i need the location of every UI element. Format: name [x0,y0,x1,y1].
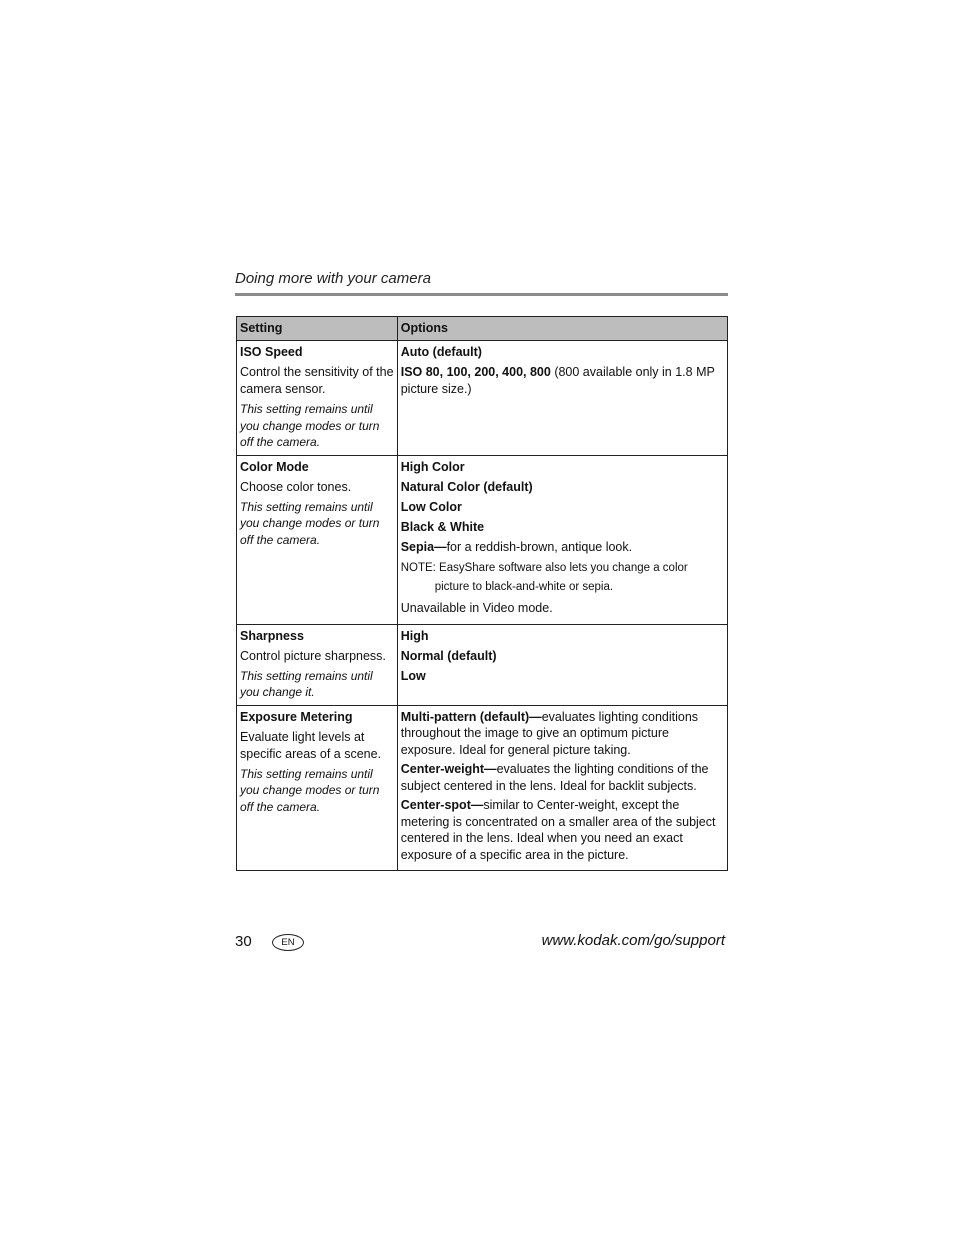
option-item: Black & White [400,519,485,534]
setting-cell [237,624,398,705]
options-cell [397,341,727,456]
page-number: 30 [235,933,252,950]
option-item: Normal (default) [400,648,497,663]
setting-note: This setting remains until you change modes or turn off the camera. [240,402,380,449]
setting-cell [237,705,398,871]
option-item: High Color [400,459,465,474]
setting-cell [237,341,398,456]
setting-description: Evaluate light levels at specific areas of a scene. [240,729,382,761]
table-row [237,455,728,624]
setting-note: This setting remains until you change modes or turn off the camera. [240,766,380,814]
options-cell [397,455,727,624]
option-item: Sepia—for a reddish-brown, antique look. [400,539,633,554]
option-item: Multi-pattern (default)—evaluates lighting conditions throughout the image to give an optimum picture exposure. Ideal for general picture taking. [400,709,699,757]
section-title: Doing more with your camera [235,270,431,287]
setting-note: This setting remains until you change modes or turn off the camera. [240,499,380,547]
table-row [237,705,728,871]
option-item: Natural Color (default) [400,479,533,494]
setting-description: Control the sensitivity of the camera sensor. [240,365,394,396]
table-header-row [237,317,728,341]
page-header [235,270,728,296]
table-row [237,341,728,456]
option-item: Low Color [400,499,462,514]
option-item: Center-weight—evaluates the lighting conditions of the subject centered in the lens. Ideal for backlit subjects. [400,762,709,793]
option-item: Center-spot—similar to Center-weight, except the metering is concentrated on a smaller area of the subject centered in the lens. Ideal when you need an exact exposure of a specific area in the picture. [400,798,716,862]
header-rule [235,293,728,296]
option-item: High [400,628,429,643]
table-row [237,624,728,705]
column-header-setting: Setting [237,317,398,341]
option-extra: Unavailable in Video mode. [400,600,553,615]
language-badge: EN [272,934,304,951]
option-item: Low [400,668,426,683]
setting-name: Sharpness [240,628,304,643]
setting-description: Choose color tones. [240,479,352,494]
option-item: Auto (default) [400,345,482,359]
settings-table [236,316,728,871]
setting-description: Control picture sharpness. [240,648,386,663]
options-cell [397,624,727,705]
support-url: www.kodak.com/go/support [541,932,725,949]
page-footer [235,930,727,956]
setting-cell [237,455,398,624]
column-header-options: Options [397,317,727,341]
option-note: NOTE: EasyShare software also lets you change a color picture to black-and-white or sepia. [400,561,688,593]
setting-name: Color Mode [240,459,309,474]
setting-name: Exposure Metering [240,709,353,724]
option-item: ISO 80, 100, 200, 400, 800 (800 available only in 1.8 MP picture size.) [400,365,715,396]
setting-note: This setting remains until you change it. [240,668,373,699]
options-cell [397,705,727,871]
setting-name: ISO Speed [240,345,303,359]
